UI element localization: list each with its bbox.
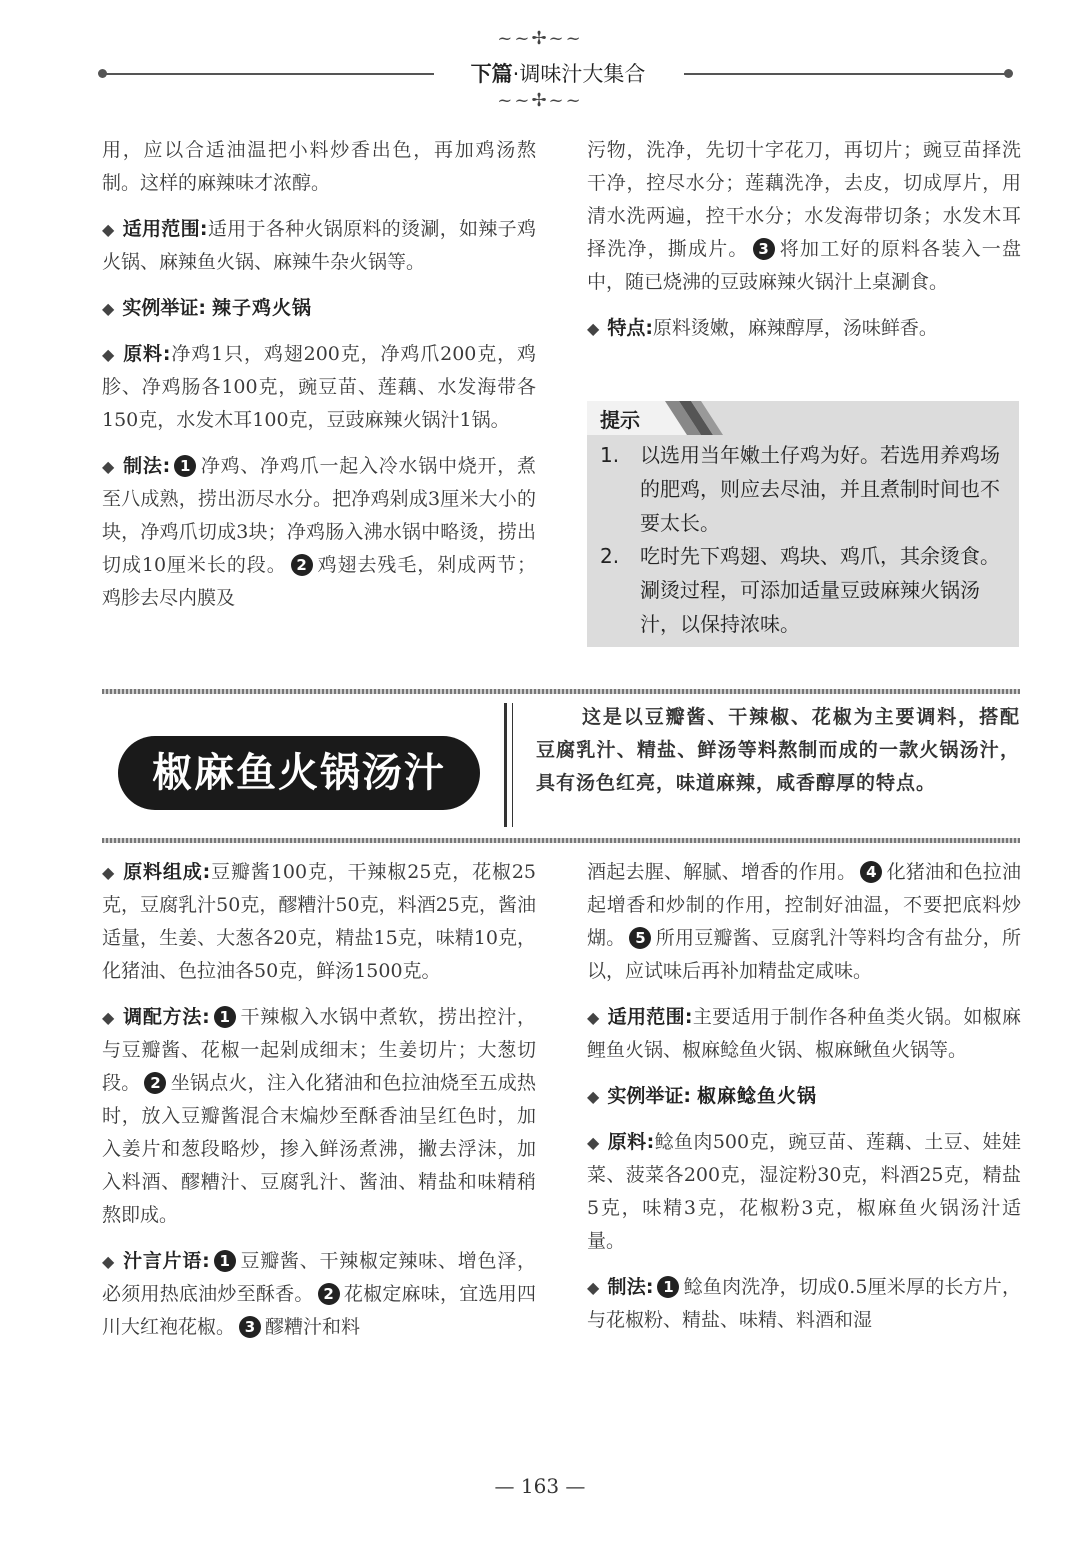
notes-1: 豆瓣酱、干辣椒定辣味、增色泽，必须用热底油炒至酥香。 (102, 1250, 536, 1305)
step-number-icon: 1 (214, 1006, 236, 1028)
feature-paragraph (587, 312, 1021, 345)
example-paragraph-2 (587, 1080, 1021, 1113)
step-number-icon: 5 (629, 927, 651, 949)
notes-paragraph (102, 1245, 536, 1344)
diamond-bullet-icon: ◆ (102, 457, 116, 476)
method-paragraph-2 (587, 1271, 1021, 1337)
notes-5: 所用豆瓣酱、豆腐乳汁等料均含有盐分，所以，应试味后再补加精盐定咸味。 (587, 927, 1021, 982)
intro-continuation (102, 134, 536, 200)
example-label: 实例举证: (122, 297, 206, 319)
example-paragraph (102, 292, 536, 325)
diamond-bullet-icon: ◆ (102, 299, 115, 318)
header-title (438, 58, 678, 88)
recipe-title: 椒麻鱼火锅汤汁 (152, 750, 446, 796)
example-label-2: 实例举证: (607, 1085, 691, 1107)
ingredients-label: 原料: (123, 343, 171, 365)
preparation-step-1: 干辣椒入水锅中煮软，捞出控汁，与豆瓣酱、花椒一起剁成细末；生姜切片；大葱切段。 (102, 1006, 536, 1094)
header-ornament-top: ~~✢~~ (497, 28, 583, 49)
method-paragraph (102, 450, 536, 615)
ingredients-label-2: 原料: (607, 1131, 655, 1153)
preparation-label: 调配方法: (123, 1006, 210, 1028)
diamond-bullet-icon: ◆ (102, 863, 116, 882)
preparation-paragraph (102, 1001, 536, 1232)
diamond-bullet-icon: ◆ (587, 1008, 600, 1027)
recipe-intro: 这是以豆瓣酱、干辣椒、花椒为主要调料，搭配豆腐乳汁、精盐、鲜汤等料熬制而成的一款火锅汤汁，具有汤色红亮，味道麻辣，咸香醇厚的特点。 (536, 706, 1020, 794)
ingredients-paragraph (102, 338, 536, 437)
preparation-step-2: 坐锅点火，注入化猪油和色拉油烧至五成热时，放入豆瓣酱混合末煸炒至酥香油呈红色时，加入姜片和葱段略炒，掺入鲜汤煮沸，撇去浮沫，加入料酒、醪糟汁、豆腐乳汁、酱油、精盐和味精稍熬即成。 (102, 1072, 536, 1226)
ingredients-paragraph-2 (587, 1126, 1021, 1258)
diamond-bullet-icon: ◆ (587, 1133, 600, 1152)
bottom-left-column (102, 856, 536, 1357)
page-number: — 163 — (494, 1474, 586, 1498)
header-ornament-bottom: ~~✢~~ (497, 90, 583, 111)
bottom-right-column (587, 856, 1021, 1350)
diamond-bullet-icon: ◆ (587, 1278, 600, 1297)
notes-4: 化猪油和色拉油起增香和炒制的作用，控制好油温，不要把底料炒煳。 (587, 861, 1021, 949)
method-label: 制法: (123, 455, 171, 477)
method-step-2: 鸡翅去残毛，剁成两节；鸡胗去尽内膜及 (102, 554, 536, 609)
scope-paragraph-2 (587, 1001, 1021, 1067)
ingredients-text: 净鸡1只，鸡翅200克，净鸡爪200克，鸡胗、净鸡肠各100克，豌豆苗、莲藕、水发海带各150克，水发木耳100克，豆豉麻辣火锅汁1锅。 (102, 343, 536, 431)
step-number-icon: 1 (657, 1276, 679, 1298)
header-line-dot-right (1004, 69, 1013, 78)
header-line-left (104, 73, 434, 75)
diamond-bullet-icon: ◆ (102, 1252, 116, 1271)
step-number-icon: 2 (291, 554, 313, 576)
tip-item-number: 2. (600, 544, 620, 568)
tip-item-number: 1. (600, 443, 620, 467)
header-line-right (684, 73, 1006, 75)
diamond-bullet-icon: ◆ (102, 220, 115, 239)
title-divider-thin (512, 703, 513, 827)
tip-item-text: 吃时先下鸡翅、鸡块、鸡爪，其余烫食。涮烫过程，可添加适量豆豉麻辣火锅汤汁，以保持浓味。 (640, 544, 1000, 636)
example-dish: 辣子鸡火锅 (211, 297, 312, 319)
feature-text: 原料烫嫩，麻辣醇厚，汤味鲜香。 (652, 317, 938, 339)
composition-paragraph (102, 856, 536, 988)
scope-label-2: 适用范围: (607, 1006, 693, 1028)
method-label-2: 制法: (607, 1276, 654, 1298)
method-step-1-2: 鲶鱼肉洗净，切成0.5厘米厚的长方片，与花椒粉、精盐、味精、料酒和湿 (587, 1276, 1021, 1331)
tip-item (600, 438, 1010, 540)
diamond-bullet-icon: ◆ (102, 1008, 116, 1027)
step-number-icon: 4 (860, 861, 882, 883)
composition-text: 豆瓣酱100克，干辣椒25克，花椒25克，豆腐乳汁50克，醪糟汁50克，料酒25克，酱油适量，生姜、大葱各20克，精盐15克，味精10克，化猪油、色拉油各50克，鲜汤1500克。 (102, 861, 536, 982)
step-number-icon: 3 (753, 238, 775, 260)
method-step-3: 将加工好的原料各装入一盘中，随已烧沸的豆豉麻辣火锅汁上桌涮食。 (587, 238, 1021, 293)
header-dot: · (512, 62, 520, 86)
diamond-bullet-icon: ◆ (587, 319, 600, 338)
title-divider-thick (504, 703, 507, 827)
scope-text-2: 主要适用于制作各种鱼类火锅。如椒麻鲤鱼火锅、椒麻鲶鱼火锅、椒麻鳅鱼火锅等。 (587, 1006, 1021, 1061)
tip-item-text: 以选用当年嫩土仔鸡为好。若选用养鸡场的肥鸡，则应去尽油，并且煮制时间也不要太长。 (640, 443, 1000, 535)
diamond-bullet-icon: ◆ (587, 1087, 600, 1106)
ingredients-text-2: 鲶鱼肉500克，豌豆苗、莲藕、土豆、娃娃菜、菠菜各200克，湿淀粉30克，料酒25克，精盐5克，味精3克，花椒粉3克，椒麻鱼火锅汤汁适量。 (587, 1131, 1021, 1252)
tip-item (600, 539, 1010, 641)
example-dish-2: 椒麻鲶鱼火锅 (696, 1085, 817, 1107)
scope-text: 适用于各种火锅原料的烫涮，如辣子鸡火锅、麻辣鱼火锅、麻辣牛杂火锅等。 (102, 218, 536, 273)
top-right-column (587, 134, 1021, 358)
tip-label: 提示 (600, 408, 640, 432)
step-number-icon: 2 (144, 1072, 166, 1094)
notes-continuation (587, 856, 1021, 988)
step-number-icon: 1 (174, 455, 196, 477)
header-section: 调味汁大集合 (519, 62, 646, 86)
notes-label: 汁言片语: (123, 1250, 210, 1272)
method-continuation (587, 134, 1021, 299)
composition-label: 原料组成: (123, 861, 211, 883)
intro-continuation-text: 用，应以合适油温把小料炒香出色，再加鸡汤熬制。这样的麻辣味才浓醇。 (102, 139, 536, 194)
section-divider-bottom (102, 838, 1020, 843)
method-continuation-text: 污物，洗净，先切十字花刀，再切片；豌豆苗择洗干净，控尽水分；莲藕洗净，去皮，切成厚片，用清水洗两遍，控干水分；水发海带切条；水发木耳择洗净，撕成片。 (587, 139, 1021, 260)
top-left-column (102, 134, 536, 628)
notes-2: 花椒定麻味，宜选用四川大红袍花椒。 (102, 1283, 536, 1338)
method-step-1: 净鸡、净鸡爪一起入冷水锅中烧开，煮至八成熟，捞出沥尽水分。把净鸡剁成3厘米大小的块，净鸡爪切成3块；净鸡肠入沸水锅中略烫，捞出切成10厘米长的段。 (102, 455, 536, 576)
section-divider-top (102, 689, 1020, 694)
step-number-icon: 2 (318, 1283, 340, 1305)
header-part: 下篇 (470, 62, 513, 86)
notes-3: 醪糟汁和料 (265, 1316, 361, 1338)
step-number-icon: 1 (214, 1250, 236, 1272)
diamond-bullet-icon: ◆ (102, 345, 116, 364)
scope-label: 适用范围: (122, 218, 208, 240)
notes-continuation-text: 酒起去腥、解腻、增香的作用。 (587, 861, 857, 883)
step-number-icon: 3 (239, 1316, 261, 1338)
scope-paragraph (102, 213, 536, 279)
feature-label: 特点: (607, 317, 653, 339)
